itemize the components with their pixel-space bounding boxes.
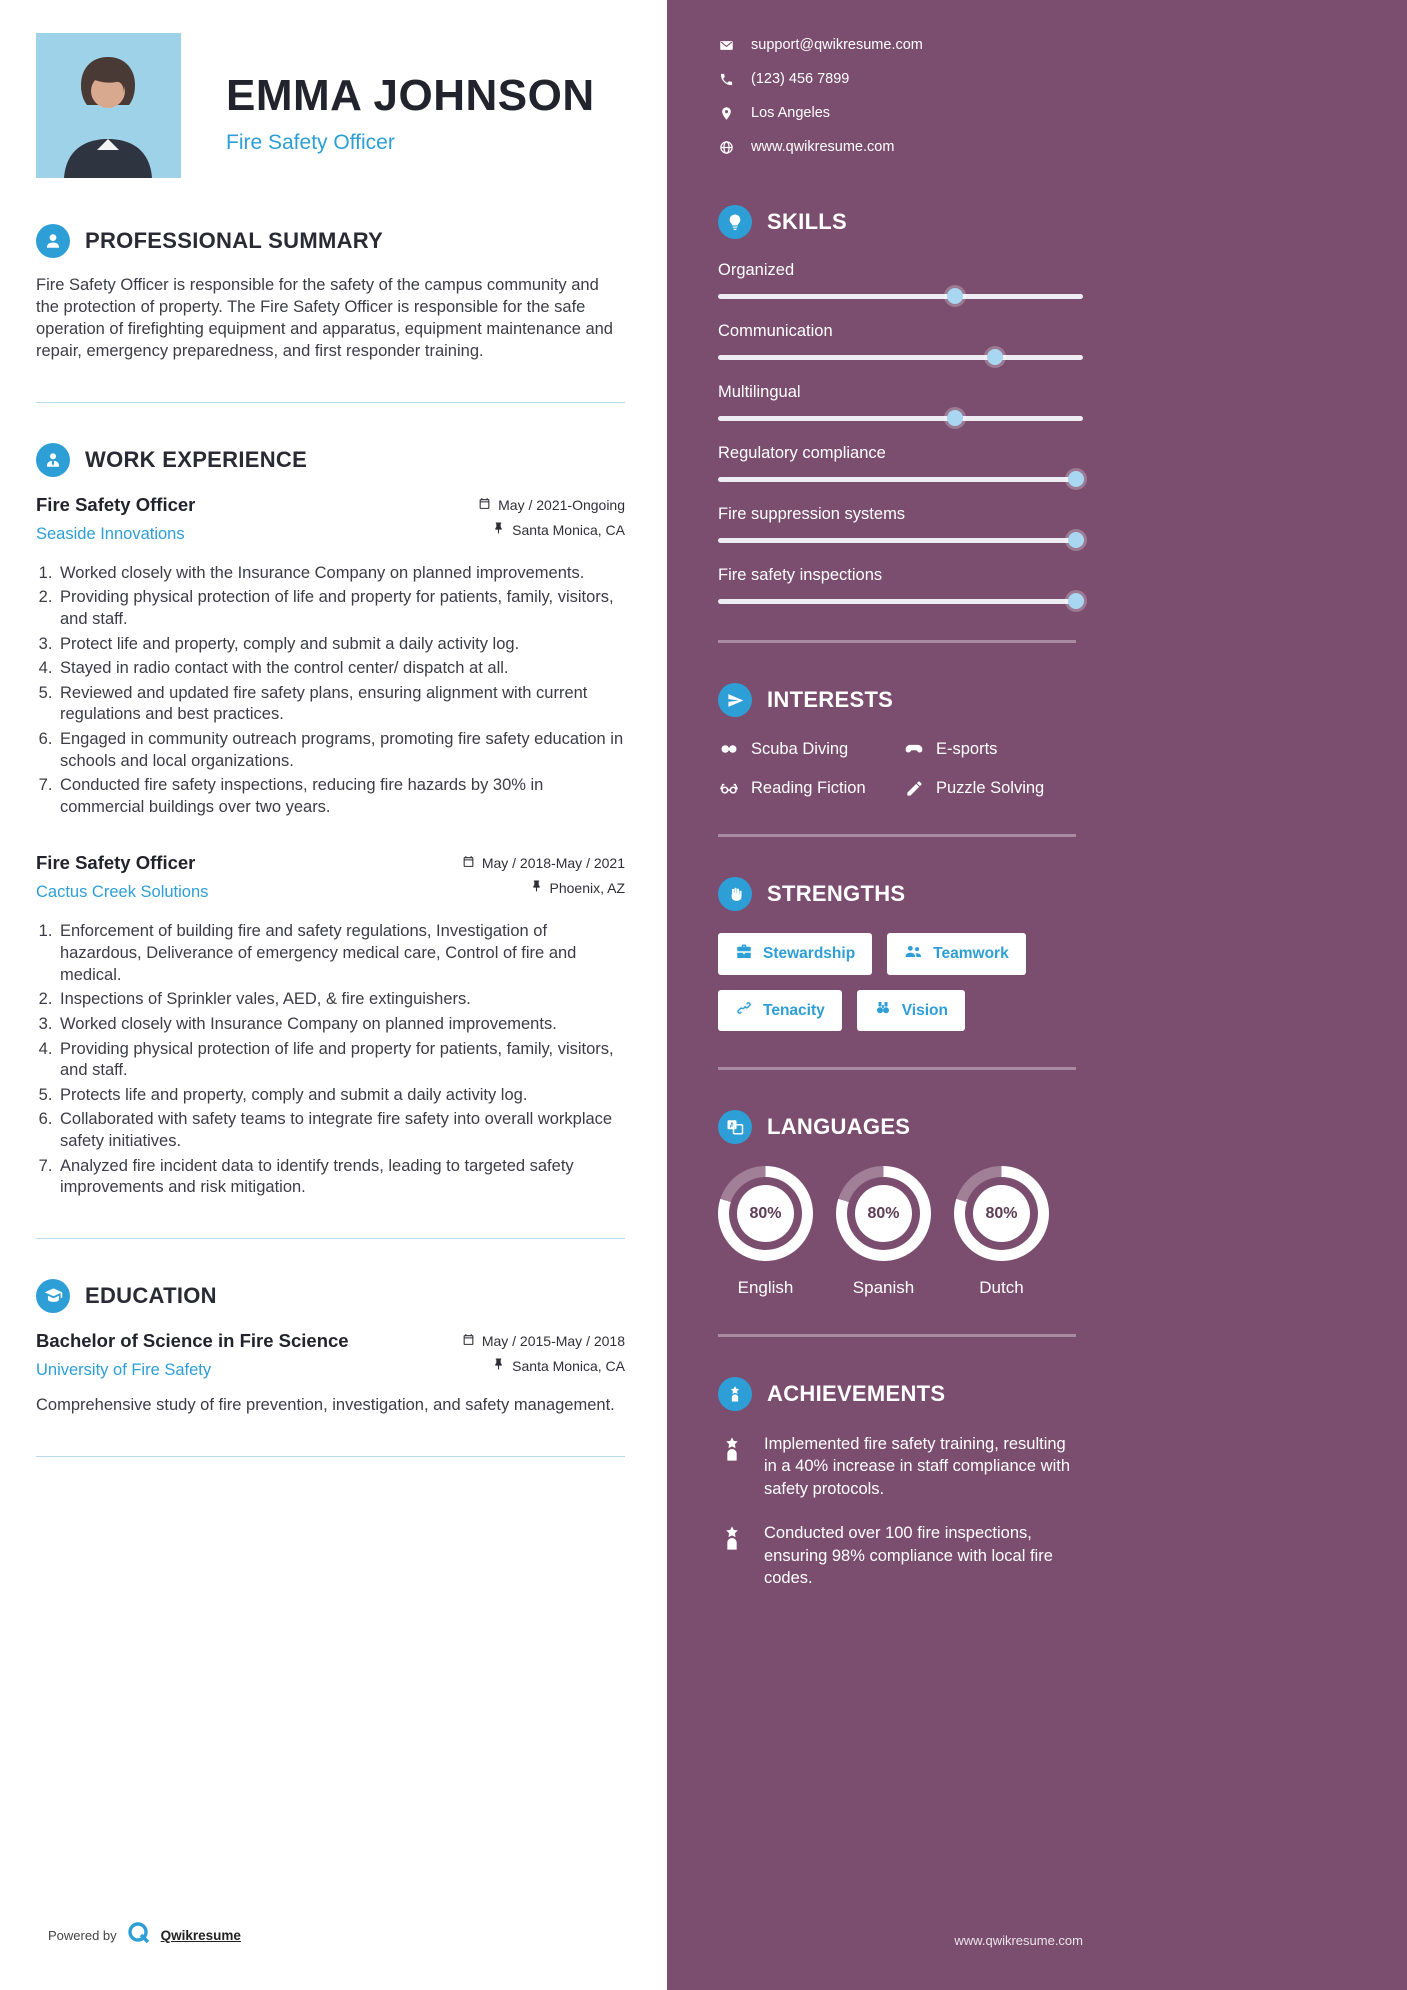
person-icon <box>36 224 70 258</box>
qwikresume-link[interactable]: Qwikresume <box>160 1928 241 1943</box>
strength-badge <box>887 933 1026 975</box>
skills-list <box>718 261 1083 604</box>
job-bullet: 2. Providing physical protection of life and property for patients, family, visitors, and staff. <box>57 587 625 630</box>
person-name: EMMA JOHNSON <box>226 71 595 120</box>
education-dates: May / 2015-May / 2018 <box>481 1332 625 1349</box>
map-marker-icon <box>718 106 734 121</box>
achievements-section <box>718 1377 1083 1590</box>
job-bullet: 6. Engaged in community outreach programs, promoting fire safety education in schools and local organizations. <box>57 729 625 772</box>
language-donut <box>954 1166 1049 1261</box>
contact-block <box>718 37 1083 155</box>
strengths-heading: STRENGTHS <box>767 881 906 906</box>
pushpin-icon <box>530 880 543 896</box>
briefcase-icon <box>735 943 753 966</box>
education-description: Comprehensive study of fire prevention, investigation, and safety management. <box>36 1395 615 1414</box>
language-item <box>954 1166 1049 1298</box>
skill-slider[interactable] <box>718 599 1083 604</box>
envelope-icon <box>718 38 734 53</box>
chain-link-icon <box>735 999 753 1022</box>
job-bullet: 3. Worked closely with Insurance Company on planned improvements. <box>57 1014 625 1036</box>
lightbulb-icon <box>718 205 752 239</box>
skill-item <box>718 505 1083 543</box>
strength-badge <box>857 990 965 1031</box>
job-bullet: 5. Protects life and property, comply and submit a daily activity log. <box>57 1085 625 1107</box>
job-company: Cactus Creek Solutions <box>36 883 209 902</box>
strength-label: Teamwork <box>933 945 1009 962</box>
interest-label: Scuba Diving <box>751 739 849 758</box>
skill-slider[interactable] <box>718 355 1083 360</box>
language-item <box>718 1166 813 1298</box>
section-divider <box>36 1238 625 1239</box>
language-label: Dutch <box>979 1278 1024 1297</box>
sidebar-divider <box>718 1067 1076 1070</box>
skill-slider-knob[interactable] <box>987 349 1003 365</box>
interest-item <box>718 739 903 759</box>
skill-item <box>718 444 1083 482</box>
language-donut <box>718 1166 813 1261</box>
job-dates: May / 2021-Ongoing <box>498 496 625 513</box>
education-entry <box>36 1330 625 1417</box>
identity-header <box>36 33 625 178</box>
sidebar-column <box>667 0 1407 1990</box>
interest-label: Puzzle Solving <box>936 778 1045 797</box>
contact-location: Los Angeles <box>751 105 831 121</box>
identity-text <box>226 33 595 178</box>
calendar-icon <box>462 1333 475 1349</box>
interests-grid <box>718 739 1083 798</box>
skill-label: Fire safety inspections <box>718 566 883 584</box>
strength-badge <box>718 933 872 975</box>
phone-icon <box>718 72 734 87</box>
gamepad-icon <box>903 739 925 759</box>
job-dates: May / 2018-May / 2021 <box>481 855 625 872</box>
pushpin-icon <box>492 1358 505 1374</box>
skill-label: Organized <box>718 261 795 279</box>
achievements-heading: ACHIEVEMENTS <box>767 1381 946 1406</box>
team-icon <box>904 942 923 966</box>
scuba-mask-icon <box>718 739 740 759</box>
skill-slider[interactable] <box>718 294 1083 299</box>
job-company: Seaside Innovations <box>36 524 185 543</box>
strength-label: Stewardship <box>763 945 856 962</box>
summary-section <box>36 224 625 363</box>
job-bullet: 7. Conducted fire safety inspections, reducing fire hazards by 30% in commercial buildings over two years. <box>57 775 625 818</box>
section-divider <box>36 1456 625 1457</box>
sidebar-divider <box>718 834 1076 837</box>
achievements-list <box>718 1433 1083 1590</box>
contact-email[interactable]: support@qwikresume.com <box>751 37 923 53</box>
contact-website[interactable]: www.qwikresume.com <box>751 139 895 155</box>
pencil-icon <box>903 779 925 798</box>
education-heading: EDUCATION <box>85 1282 217 1308</box>
language-percent: 80% <box>737 1185 794 1242</box>
degree-title: Bachelor of Science in Fire Science <box>36 1329 349 1351</box>
job-bullet: 7. Analyzed fire incident data to identify trends, leading to targeted safety improvements and risk mitigation. <box>57 1156 625 1199</box>
interest-item <box>903 778 1083 798</box>
language-label: Spanish <box>852 1278 915 1297</box>
skill-slider-knob[interactable] <box>1068 532 1084 548</box>
sidebar-footer-link[interactable]: www.qwikresume.com <box>954 1933 1083 1948</box>
powered-by-label: Powered by <box>48 1928 117 1943</box>
strengths-grid <box>718 933 1048 1031</box>
interest-item <box>903 739 1083 759</box>
sidebar-divider <box>718 1334 1076 1337</box>
language-percent: 80% <box>973 1185 1030 1242</box>
skill-label: Fire suppression systems <box>718 505 906 523</box>
skill-label: Communication <box>718 322 833 340</box>
calendar-icon <box>478 497 491 513</box>
strength-label: Vision <box>901 1001 948 1019</box>
skill-item <box>718 261 1083 299</box>
languages-section <box>718 1110 1083 1298</box>
main-column <box>0 0 667 1990</box>
skill-slider-knob[interactable] <box>1068 593 1084 609</box>
job-bullet: 4. Stayed in radio contact with the control center/ dispatch at all. <box>57 658 625 680</box>
job-location: Santa Monica, CA <box>512 521 625 538</box>
language-donut <box>836 1166 931 1261</box>
skill-slider[interactable] <box>718 477 1083 482</box>
skills-heading: SKILLS <box>767 209 848 234</box>
languages-heading: LANGUAGES <box>767 1114 911 1139</box>
job-bullet-list <box>36 921 625 1198</box>
skill-label: Multilingual <box>718 383 801 401</box>
strength-label: Tenacity <box>763 1001 825 1019</box>
interest-label: Reading Fiction <box>751 778 866 797</box>
powered-by-footer <box>48 1921 241 1950</box>
achievement-item <box>718 1522 1083 1589</box>
job-bullet: 1. Enforcement of building fire and safety regulations, Investigation of hazardous, Deliverance of emergency medical care, Control of fire and medical. <box>57 921 625 986</box>
contact-phone: (123) 456 7899 <box>751 71 850 87</box>
languages-list <box>718 1166 1083 1298</box>
profile-photo <box>36 33 181 178</box>
job-bullet: 5. Reviewed and updated fire safety plans, ensuring alignment with current regulations and best practices. <box>57 683 625 726</box>
binoculars-icon <box>874 999 892 1022</box>
achievement-item <box>718 1433 1083 1500</box>
work-heading: WORK EXPERIENCE <box>85 446 308 472</box>
medal-icon <box>718 1433 748 1500</box>
skill-item <box>718 383 1083 421</box>
job-bullet-list <box>36 563 625 819</box>
glasses-icon <box>718 778 740 798</box>
interests-heading: INTERESTS <box>767 687 894 712</box>
job-location: Phoenix, AZ <box>549 880 625 897</box>
medal-icon <box>718 1522 748 1589</box>
skill-slider-knob[interactable] <box>947 288 963 304</box>
job-entry <box>36 494 625 819</box>
language-label: English <box>737 1278 794 1297</box>
contact-phone-row <box>718 71 1083 87</box>
job-bullet: 4. Providing physical protection of life and property for patients, family, visitors, and staff. <box>57 1039 625 1082</box>
profile-photo-image <box>36 33 181 178</box>
school-name: University of Fire Safety <box>36 1360 212 1379</box>
strengths-section <box>718 877 1083 1031</box>
sidebar-divider <box>718 640 1076 643</box>
job-title: Fire Safety Officer <box>36 493 196 515</box>
skill-slider-knob[interactable] <box>947 410 963 426</box>
job-bullet: 2. Inspections of Sprinkler vales, AED, & fire extinguishers. <box>57 989 625 1011</box>
skills-section <box>718 205 1083 604</box>
person-title: Fire Safety Officer <box>226 131 395 154</box>
svg-text:A: A <box>729 1121 735 1130</box>
worker-icon <box>36 443 70 477</box>
summary-heading: PROFESSIONAL SUMMARY <box>85 228 384 253</box>
contact-website-row <box>718 139 1083 155</box>
education-location: Santa Monica, CA <box>512 1357 625 1374</box>
contact-email-row <box>718 37 1083 53</box>
achievement-text: Implemented fire safety training, resulting in a 40% increase in staff compliance with safety protocols. <box>764 1435 1071 1498</box>
job-entry <box>36 852 625 1198</box>
interests-section <box>718 683 1083 798</box>
job-bullet: 3. Protect life and property, comply and submit a daily activity log. <box>57 634 625 656</box>
section-divider <box>36 402 625 403</box>
language-percent: 80% <box>855 1185 912 1242</box>
translate-icon <box>718 1110 752 1144</box>
calendar-icon <box>462 855 475 871</box>
skill-item <box>718 322 1083 360</box>
job-bullet: 1. Worked closely with the Insurance Company on planned improvements. <box>57 563 625 585</box>
qwikresume-logo <box>127 1921 151 1950</box>
interest-item <box>718 778 903 798</box>
skill-slider[interactable] <box>718 538 1083 543</box>
achievement-text: Conducted over 100 fire inspections, ensuring 98% compliance with local fire codes. <box>764 1524 1053 1588</box>
language-item <box>836 1166 931 1298</box>
skill-item <box>718 566 1083 604</box>
contact-location-row <box>718 105 1083 121</box>
skill-label: Regulatory compliance <box>718 444 886 462</box>
globe-icon <box>718 140 734 155</box>
fist-icon <box>718 877 752 911</box>
achiever-icon <box>718 1377 752 1411</box>
education-section <box>36 1279 625 1417</box>
interest-label: E-sports <box>936 739 998 758</box>
work-section <box>36 443 625 1199</box>
skill-slider[interactable] <box>718 416 1083 421</box>
paper-plane-icon <box>718 683 752 717</box>
strength-badge <box>718 990 842 1031</box>
job-bullet: 6. Collaborated with safety teams to integrate fire safety into overall workplace safety initiatives. <box>57 1109 625 1152</box>
pushpin-icon <box>492 522 505 538</box>
graduation-cap-icon <box>36 1279 70 1313</box>
summary-text: Fire Safety Officer is responsible for the safety of the campus community and the protection of property. The Fire Safety Officer is responsible for the safe operation of firefighting equipment and apparatus, equipment maintenance and repair, emergency preparedness, and first responder training. <box>36 276 613 360</box>
job-title: Fire Safety Officer <box>36 852 196 874</box>
skill-slider-knob[interactable] <box>1068 471 1084 487</box>
